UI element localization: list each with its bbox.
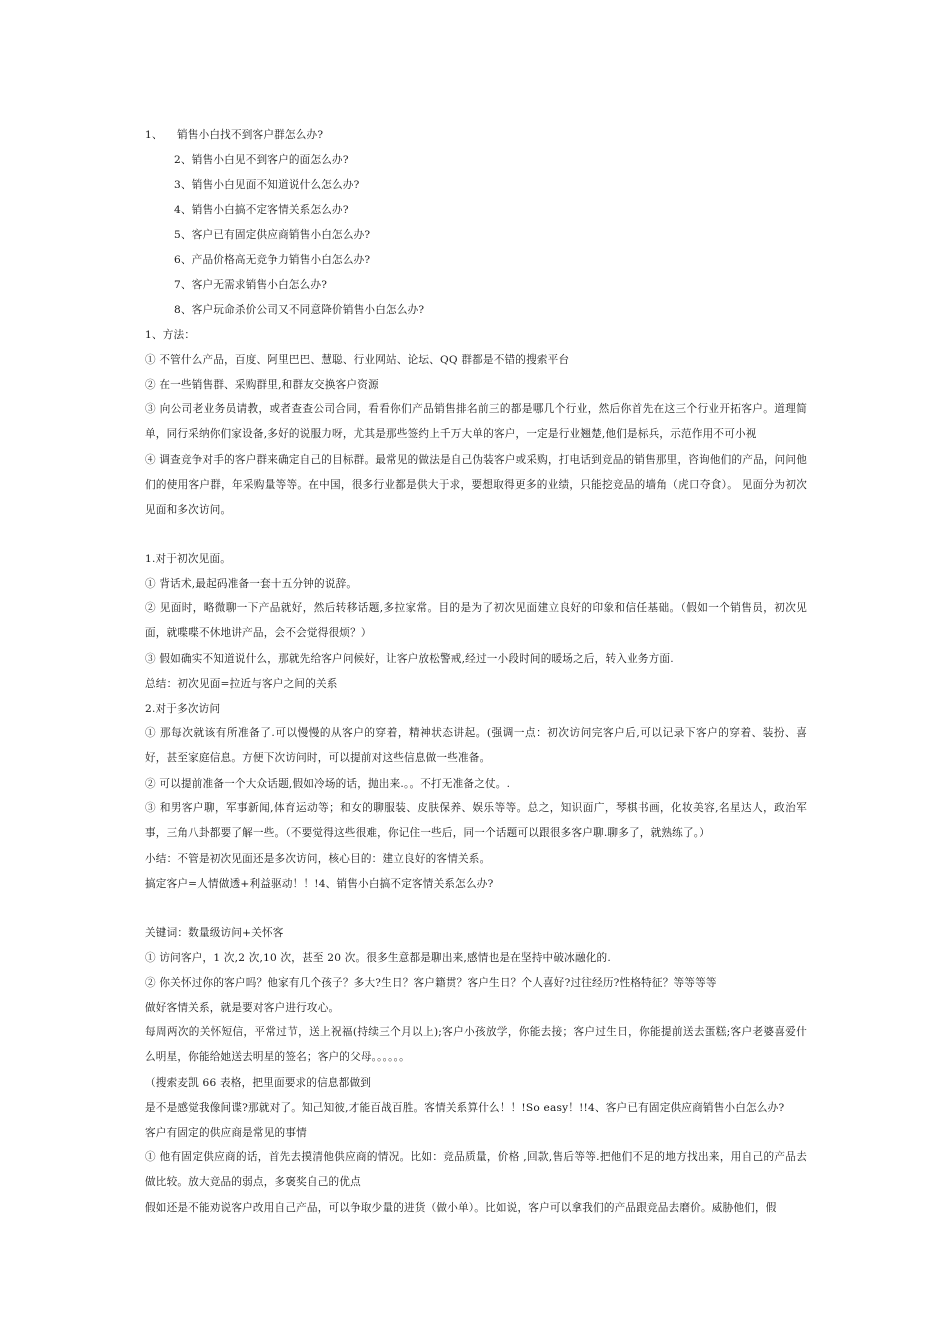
multi-visit-item-1: ① 那每次就该有所准备了.可以慢慢的从客户的穿着，精神状态讲起。(强调一点：初次访问完客户后,可以记录下客户的穿着、装扮、喜好，甚至家庭信息。方便下次访问时，可以提前对这些信息做一些准备。 — [145, 727, 807, 764]
multi-visit-heading: 2.对于多次访问 — [145, 703, 221, 715]
method-item-3: ③ 向公司老业务员请教，或者查查公司合同，看看你们产品销售排名前三的都是哪几个行业，然后你首先在这三个行业开拓客户。道理简单，同行采纳你们家设备,多好的说服力呀，尤其是那些签约上千万大单的客户，一定是行业翘楚,他们是标兵，示范作用不可小视 — [145, 403, 807, 440]
keyword-item-6: 是不是感觉我像间谍?那就对了。知己知彼,才能百战百胜。客情关系算什么！！!So easy！!!4、客户已有固定供应商销售小白怎么办? — [145, 1102, 785, 1114]
keyword-item-7: 客户有固定的供应商是常见的事情 — [145, 1127, 307, 1139]
first-meeting-summary: 总结：初次见面=拉近与客户之间的关系 — [145, 678, 338, 690]
question-3: 3、销售小白见面不知道说什么怎么办? — [174, 179, 360, 191]
keyword-item-1: ① 访问客户，1 次,2 次,10 次，甚至 20 次。很多生意都是聊出来,感情也是在坚持中破冰融化的. — [145, 952, 611, 964]
multi-visit-summary: 小结：不管是初次见面还是多次访问，核心目的：建立良好的客情关系。 — [145, 853, 491, 865]
keyword-item-5: （搜索麦凯 66 表格，把里面要求的信息都做到 — [145, 1077, 372, 1089]
method-item-4: ④ 调查竞争对手的客户群来确定自己的目标群。最常见的做法是自己伪装客户或采购，打电话到竞品的销售那里，咨询他们的产品，问问他们的使用客户群，年采购量等等。在中国，很多行业都是供大于求，要想取得更多的业绩，只能挖竞品的墙角（虎口夺食）。 见面分为初次见面和多次访问。 — [145, 454, 807, 516]
question-5: 5、客户已有固定供应商销售小白怎么办? — [174, 229, 371, 241]
method-heading: 1、方法： — [145, 329, 196, 341]
first-meeting-item-2: ② 见面时，略微聊一下产品就好，然后转移话题,多拉家常。目的是为了初次见面建立良好的印象和信任基础。（假如一个销售员，初次见面，就喋喋不休地讲产品，会不会觉得很烦？） — [145, 602, 807, 639]
multi-visit-item-2: ② 可以提前准备一个大众话题,假如冷场的话，抛出来.。。不打无准备之仗。. — [145, 778, 511, 790]
keyword-item-9: 假如还是不能劝说客户改用自己产品，可以争取少量的进货（做小单）。比如说，客户可以拿我们的产品跟竞品去磨价。威胁他们，假 — [145, 1202, 777, 1214]
keyword-item-2: ② 你关怀过你的客户吗？他家有几个孩子？多大?生日？客户籍贯？客户生日？个人喜好?过往经历?性格特征？等等等等 — [145, 977, 717, 989]
question-6: 6、产品价格高无竞争力销售小白怎么办? — [174, 254, 371, 266]
keyword-item-8: ① 他有固定供应商的话，首先去摸清他供应商的情况。比如：竞品质量，价格 ,回款,售后等等.把他们不足的地方找出来，用自己的产品去做比较。放大竞品的弱点，多褒奖自己的优点 — [145, 1151, 807, 1188]
multi-visit-item-3: ③ 和男客户聊，军事新闻,体育运动等；和女的聊服装、皮肤保养、娱乐等等。总之，知识面广，琴棋书画，化妆美容,名星达人，政治军事，三角八卦都要了解一些。（不要觉得这些很难，你记住一些后，同一个话题可以跟很多客户聊.聊多了，就熟练了。） — [145, 802, 807, 839]
question-4: 4、销售小白搞不定客情关系怎么办? — [174, 204, 349, 216]
question-8: 8、客户玩命杀价公司又不同意降价销售小白怎么办? — [174, 304, 425, 316]
question-1: 1、 销售小白找不到客户群怎么办? — [145, 129, 324, 141]
first-meeting-item-3: ③ 假如确实不知道说什么，那就先给客户问候好，让客户放松警戒,经过一小段时间的暖场之后，转入业务方面. — [145, 653, 674, 665]
question-2: 2、销售小白见不到客户的面怎么办? — [174, 154, 349, 166]
first-meeting-heading: 1.对于初次见面。 — [145, 553, 232, 565]
keyword-line: 关键词：数量级访问+关怀客 — [145, 927, 284, 939]
keyword-item-3: 做好客情关系，就是要对客户进行攻心。 — [145, 1002, 340, 1014]
question-7: 7、客户无需求销售小白怎么办? — [174, 279, 328, 291]
multi-visit-transition: 搞定客户=人情做透+利益驱动！！!4、销售小白搞不定客情关系怎么办? — [145, 878, 494, 890]
keyword-item-4: 每周两次的关怀短信，平常过节，送上祝福(持续三个月以上);客户小孩放学，你能去接；客户过生日，你能提前送去蛋糕;客户老婆喜爱什么明星，你能给她送去明星的签名；客户的父母。。。。。。 — [145, 1026, 807, 1063]
method-item-1: ① 不管什么产品，百度、阿里巴巴、慧聪、行业网站、论坛、QQ 群都是不错的搜索平台 — [145, 354, 570, 366]
method-item-2: ② 在一些销售群、采购群里,和群友交换客户资源 — [145, 379, 379, 391]
first-meeting-item-1: ① 背话术,最起码准备一套十五分钟的说辞。 — [145, 578, 358, 590]
